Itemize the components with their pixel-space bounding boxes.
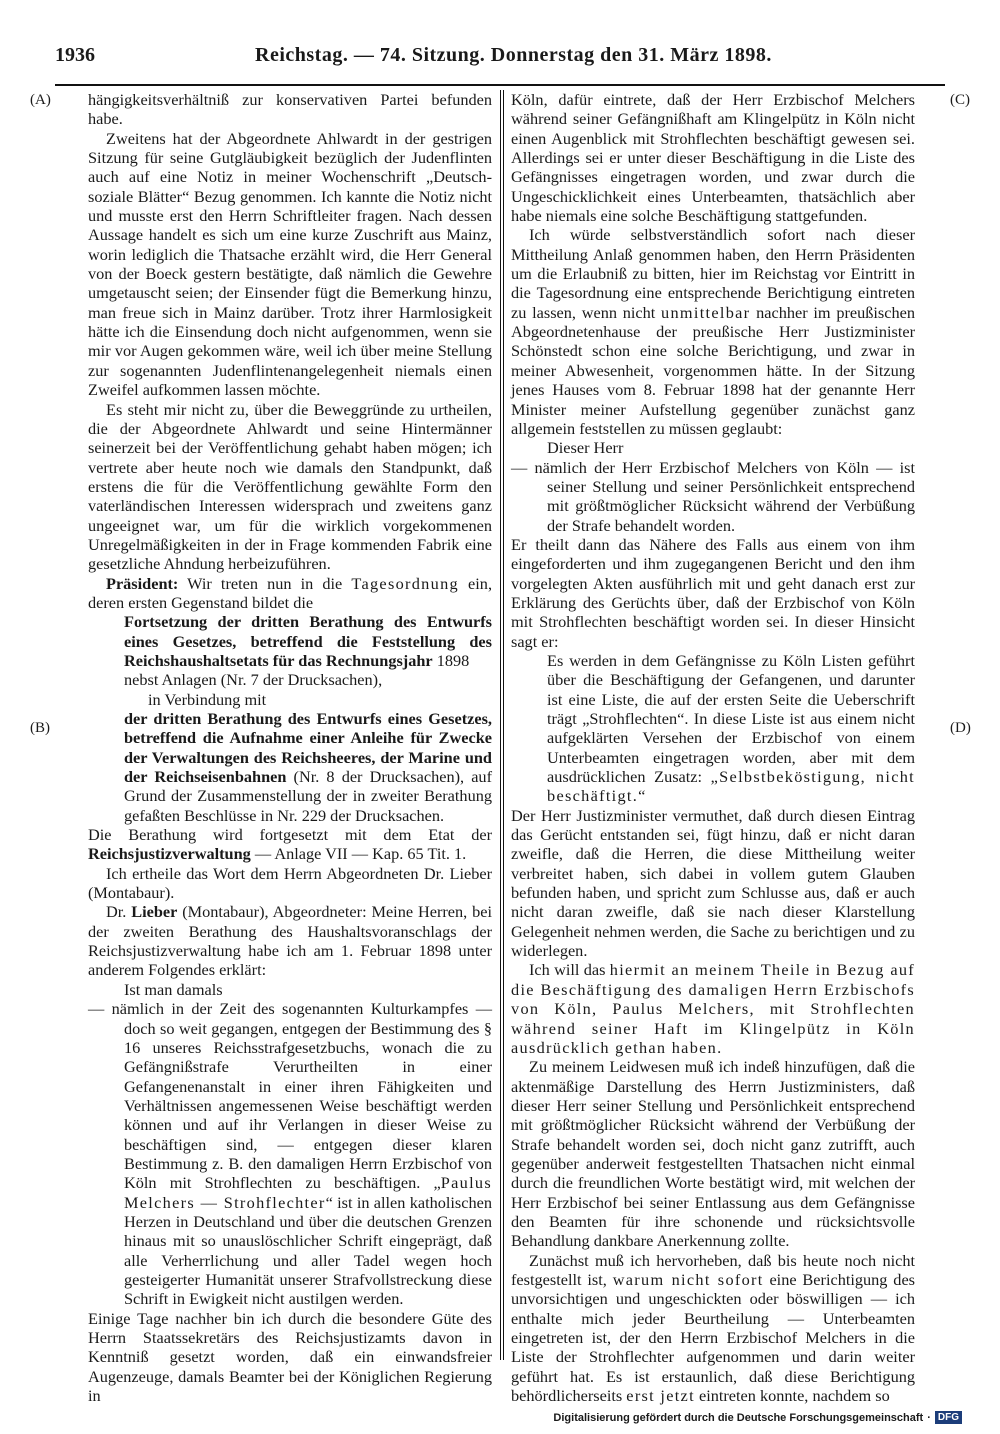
speaker-name: Lieber xyxy=(131,902,178,922)
credit-text: Digitalisierung gefördert durch die Deutsche Forschungsgemeinschaft xyxy=(553,1411,924,1424)
text-run: Dr. xyxy=(106,902,132,922)
text-run: Ich will das xyxy=(529,960,610,980)
paragraph xyxy=(88,825,492,864)
text-run: ein, deren ersten Gegenstand bildet die xyxy=(88,573,493,612)
paragraph xyxy=(511,225,915,438)
agenda-item-2 xyxy=(88,709,492,825)
text-run: Wir treten nun in die xyxy=(178,573,352,593)
running-title: Reichstag. — 74. Sitzung. Donnerstag den 31. März 1898. xyxy=(255,44,772,66)
agenda-title: der dritten Berathung des Entwurfs eines Gesetzes, betreffend die Aufnahme einer Anleihe für Zwecke der Verwaltungen des Reichsheeres, der Marine und der Reichseisenbahnen xyxy=(124,709,492,787)
paragraph: Zu meinem Leidwesen muß ich indeß hinzufügen, daß die aktenmäßige Darstellung des Herrn Justizministers, daß dieser Herr seiner Stellung und Persönlichkeit entsprechend mit größtmöglicher Rücksicht während der Verbüßung der Strafe behandelt worden sei, doch nicht ganz zutrifft, auch gegenüber anderweit festgestellten Thatsachen nicht einmal durch die freundlichen Worte bestätigt wird, mit welchen der Herr Erzbischof bei seiner Entlassung aus dem Gefängnisse den Beamten für ihre schonende und rücksichtsvolle Behandlung dankbare Anerkennung zollte. xyxy=(511,1057,915,1251)
agenda-title: Fortsetzung der dritten Berathung des Entwurfs eines Gesetzes, betreffend die Feststellung des Reichshaushaltsetats für das Rechnungsjahr xyxy=(124,612,492,670)
paragraph: Der Herr Justizminister vermuthet, daß durch diesen Eintrag das Gerücht entstanden sei, fügt hinzu, daß er nicht daran zweifle, daß die Herren, die diese Mittheilung weiter verbreitet haben, sich dabei in vollem gutem Glauben befunden haben, und spricht zum Schlusse aus, daß er auch nicht daran zweifle, daß sie nach dieser Klarstellung Gelegenheit nehmen werden, die Sache zu berichtigen und zu widerlegen. xyxy=(511,805,915,961)
text-run: Zunächst muß ich hervorheben, daß bis heute noch nicht festgestellt ist, xyxy=(511,1250,915,1289)
text-run-spaced: erst jetzt xyxy=(626,1386,695,1406)
quote-block xyxy=(511,651,915,806)
column-divider xyxy=(500,90,501,1360)
paragraph: Einige Tage nachher bin ich durch die besondere Güte des Herrn Staatssekretärs des Reichsjustizamts davon in Kenntniß gesetzt worden, daß ein einwandsfreier Augenzeuge, damals Beamter bei der Königlichen Regierung in xyxy=(88,1308,492,1406)
page-number: 1936 xyxy=(55,44,95,66)
text-run: eine Berichtigung des unvorsichtigen und ungeschickten oder böswilligen — ich enthalte mich jeder Beurtheilung — Unterbeamten eingetreten ist, der den Herrn Erzbischof Melchers in die Liste der Strohflechter aufgenommen und darin weiter geführt hat. Es ist erstaunlich, daß diese Berichtigung behördlicherseits xyxy=(511,1269,916,1406)
text-run: Die Berathung wird fortgesetzt mit dem Etat der xyxy=(88,825,492,845)
bold-term: Reichsjustizverwaltung xyxy=(88,844,251,864)
paragraph: Es steht mir nicht zu, über die Beweggründe zu urtheilen, die der Abgeordnete Ahlwardt und seine Hintermänner seinerzeit bei der Veröffentlichung gehabt haben mögen; ich vertrete aber heute noch wie damals den Standpunkt, daß erstens die für die Veröffentlichung gewählte Form den vaterländischen Interessen widersprach und zweitens ganz ungeeignet war, um für die wirklich vorgekommenen Unregelmäßigkeiten in der in Frage kommenden Fabrik eine gesetzliche Ahndung herbeizuführen. xyxy=(88,399,492,574)
speaker-label: Präsident: xyxy=(106,573,179,593)
digitization-credit xyxy=(553,1411,962,1424)
president-paragraph xyxy=(88,574,492,613)
left-column xyxy=(88,90,493,1406)
quote-intro: Dieser Herr xyxy=(547,438,624,458)
text-run-spaced: warum nicht sofort xyxy=(612,1269,764,1289)
text-run: “ ist in allen katholischen Herzen in Deutschland und über die deutschen Grenzen hinaus mit so unauslöschlicher Schrift eingeprägt, daß alle Verherrlichung und aller Tadel wegen hoch gesteigerter Humanität unserer Strafvollstreckung diese Schrift in Ewigkeit nicht austilgen werden. xyxy=(124,1192,492,1309)
paragraph: Er theilt dann das Nähere des Falls aus einem von ihm eingeforderten und ihm zugegangenen Bericht und den ihm vorgelegten Akten ausführlich mit und geht danach erst zur Erklärung des Gerüchts über, daß der Erzbischof von Köln mit Strohflechten beschäftigt worden sei. In dieser Hinsicht sagt er: xyxy=(511,534,915,651)
text-run-spaced: hiermit an meinem Theile in Bezug auf die Beschäftigung des damaligen Herrn Erzbischofs von Köln, Paulus Melchers, mit Strohflechten während seiner Haft im Klingelpütz in Köln ausdrücklich gethan haben. xyxy=(511,960,916,1057)
quote-intro: Ist man damals xyxy=(124,979,223,999)
text-run: Ich würde selbstverständlich sofort nach dieser Mittheilung Anlaß genommen haben, den Herrn Präsidenten um die Erlaubniß zu bitten, hier im Reichstag vor Eintritt in die Tagesordnung eine entsprechende Berichtigung eintreten zu lassen, wenn nicht xyxy=(511,225,915,322)
text-run: (Montabaur), Abgeordneter: Meine Herren, bei der zweiten Berathung des Haushaltsvoranschlags der Reichsjustizverwaltung habe ich am 1. Februar 1898 unter anderem Folgendes erklärt: xyxy=(88,902,492,980)
dfg-logo: DFG xyxy=(935,1411,962,1424)
page-header xyxy=(55,36,945,76)
text-run: — Anlage VII — Kap. 65 Tit. 1. xyxy=(250,844,467,864)
quote-block: — nämlich der Herr Erzbischof Melchers von Köln — ist seiner Stellung und seiner Persönlichkeit entsprechend mit größtmöglicher Rücksicht während der Verbüßung der Strafe behandelt worden. xyxy=(511,457,915,535)
paragraph: Zweitens hat der Abgeordnete Ahlwardt in der gestrigen Sitzung für seine Gutgläubigkeit bezüglich der Judenflinten auch auf eine Notiz in meiner Wochenschrift „Deutsch-soziale Blätter“ Bezug genommen. Ich kannte die Notiz nicht und musste erst den Herrn Schriftleiter fragen. Nach dessen Aussage handelt es sich um eine kurze Zuschrift aus Mainz, worin lediglich die Thatsache erzählt wird, die Herr General von der Boeck gestern bestätigte, daß nämlich die Gewehre umgetauscht seien; der Einsender fügt die Bemerkung hinzu, man freue sich in Mainz darüber. Trotz ihrer Harmlosigkeit hätte ich die Einsendung doch nicht aufgenommen, wenn sie mir vor Augen gekommen wäre, weil ich über meine Stellung zur sogenannten Judenflintenangelegenheit niemals einen Zweifel aufkommen lassen möchte. xyxy=(88,128,492,400)
text-run: Es werden in dem Gefängnisse zu Köln Listen geführt über die Beschäftigung der Gefangenen, und darunter ist eine Liste, die auf der ersten Seite die Ueberschrift trägt „Strohflechten“. In diese Liste ist aus einem nicht aufgeklärten Versehen der Erzbischof von einem Unterbeamten eingetragen worden, aber mit dem ausdrücklichen Zusatz: xyxy=(547,650,915,787)
text-run: eintreten konnte, nachdem so xyxy=(694,1386,890,1406)
text-run-spaced: Paulus Melchers — Strohflechter xyxy=(124,1173,492,1212)
agenda-annex: nebst Anlagen (Nr. 7 der Drucksachen), xyxy=(124,670,383,690)
margin-mark-a: (A) xyxy=(30,92,51,108)
text-run: 1898 xyxy=(432,650,470,670)
column-divider-inner xyxy=(503,90,504,1360)
paragraph: Köln, dafür eintrete, daß der Herr Erzbischof Melchers während seiner Gefängnißhaft am Klingelpütz in Köln nicht einen Augenblick mit Strohflechten beschäftigt gewesen sei. Allerdings sei er unter dieser Beschäftigung in die Liste des Gefängnisses eingetragen worden, und zwar durch die Ungeschicklichkeit eines Unterbeamten, thatsächlich aber habe niemals eine solche Beschäftigung stattgefunden. xyxy=(511,90,915,226)
credit-separator: · xyxy=(927,1411,931,1424)
header-rule xyxy=(55,84,945,86)
text-run-spaced: „Selbstbeköstigung, nicht beschäftigt.“ xyxy=(547,767,915,806)
right-column xyxy=(511,90,916,1406)
text-run: nachher im preußischen Abgeordnetenhause der preußische Herr Justizminister Schönstedt schon eine solche Berichtigung, und zwar in meiner Abwesenheit, vorgenommen hätte. In der Sitzung jenes Hauses vom 8. Februar 1898 hat der genannte Herr Minister meiner Aufstellung gegenüber zunächst ganz allgemein feststellen zu müssen geglaubt: xyxy=(511,302,915,438)
margin-mark-d: (D) xyxy=(950,720,971,736)
agenda-item-1 xyxy=(88,612,492,670)
paragraph xyxy=(511,1251,915,1406)
speech-paragraph xyxy=(88,902,492,979)
paragraph: hängigkeitsverhältniß zur konservativen Partei befunden habe. xyxy=(88,90,492,129)
text-run-spaced: Tagesordnung xyxy=(351,573,459,593)
text-run-spaced: unmittelbar xyxy=(661,302,751,322)
paragraph xyxy=(511,960,915,1057)
agenda-connector: in Verbindung mit xyxy=(148,689,267,709)
text-run: (Nr. 8 der Drucksachen), auf Grund der Zusammenstellung der in zweiter Berathung gefaßten Beschlüsse in Nr. 229 der Drucksachen. xyxy=(124,767,492,825)
paragraph: Ich ertheile das Wort dem Herrn Abgeordneten Dr. Lieber (Montabaur). xyxy=(88,863,492,903)
margin-mark-b: (B) xyxy=(30,720,50,736)
quote-block xyxy=(88,999,492,1309)
margin-mark-c: (C) xyxy=(950,92,970,108)
text-run: — nämlich in der Zeit des sogenannten Kulturkampfes — doch so weit gegangen, entgegen der Bestimmung des § 16 unseres Reichsstrafgesetzbuchs, wonach die zu Gefängnißstrafe Verurtheilten in einer Gefangenenanstalt in einer ihren Fähigkeiten und Verhältnissen angemessenen Weise beschäftigt werden können und auf ihr Verlangen in dieser Weise zu beschäftigen sind, — entgegen dieser klaren Bestimmung z. B. den damaligen Herrn Erzbischof von Köln mit Strohflechten zu beschäftigen. „ xyxy=(88,999,492,1193)
